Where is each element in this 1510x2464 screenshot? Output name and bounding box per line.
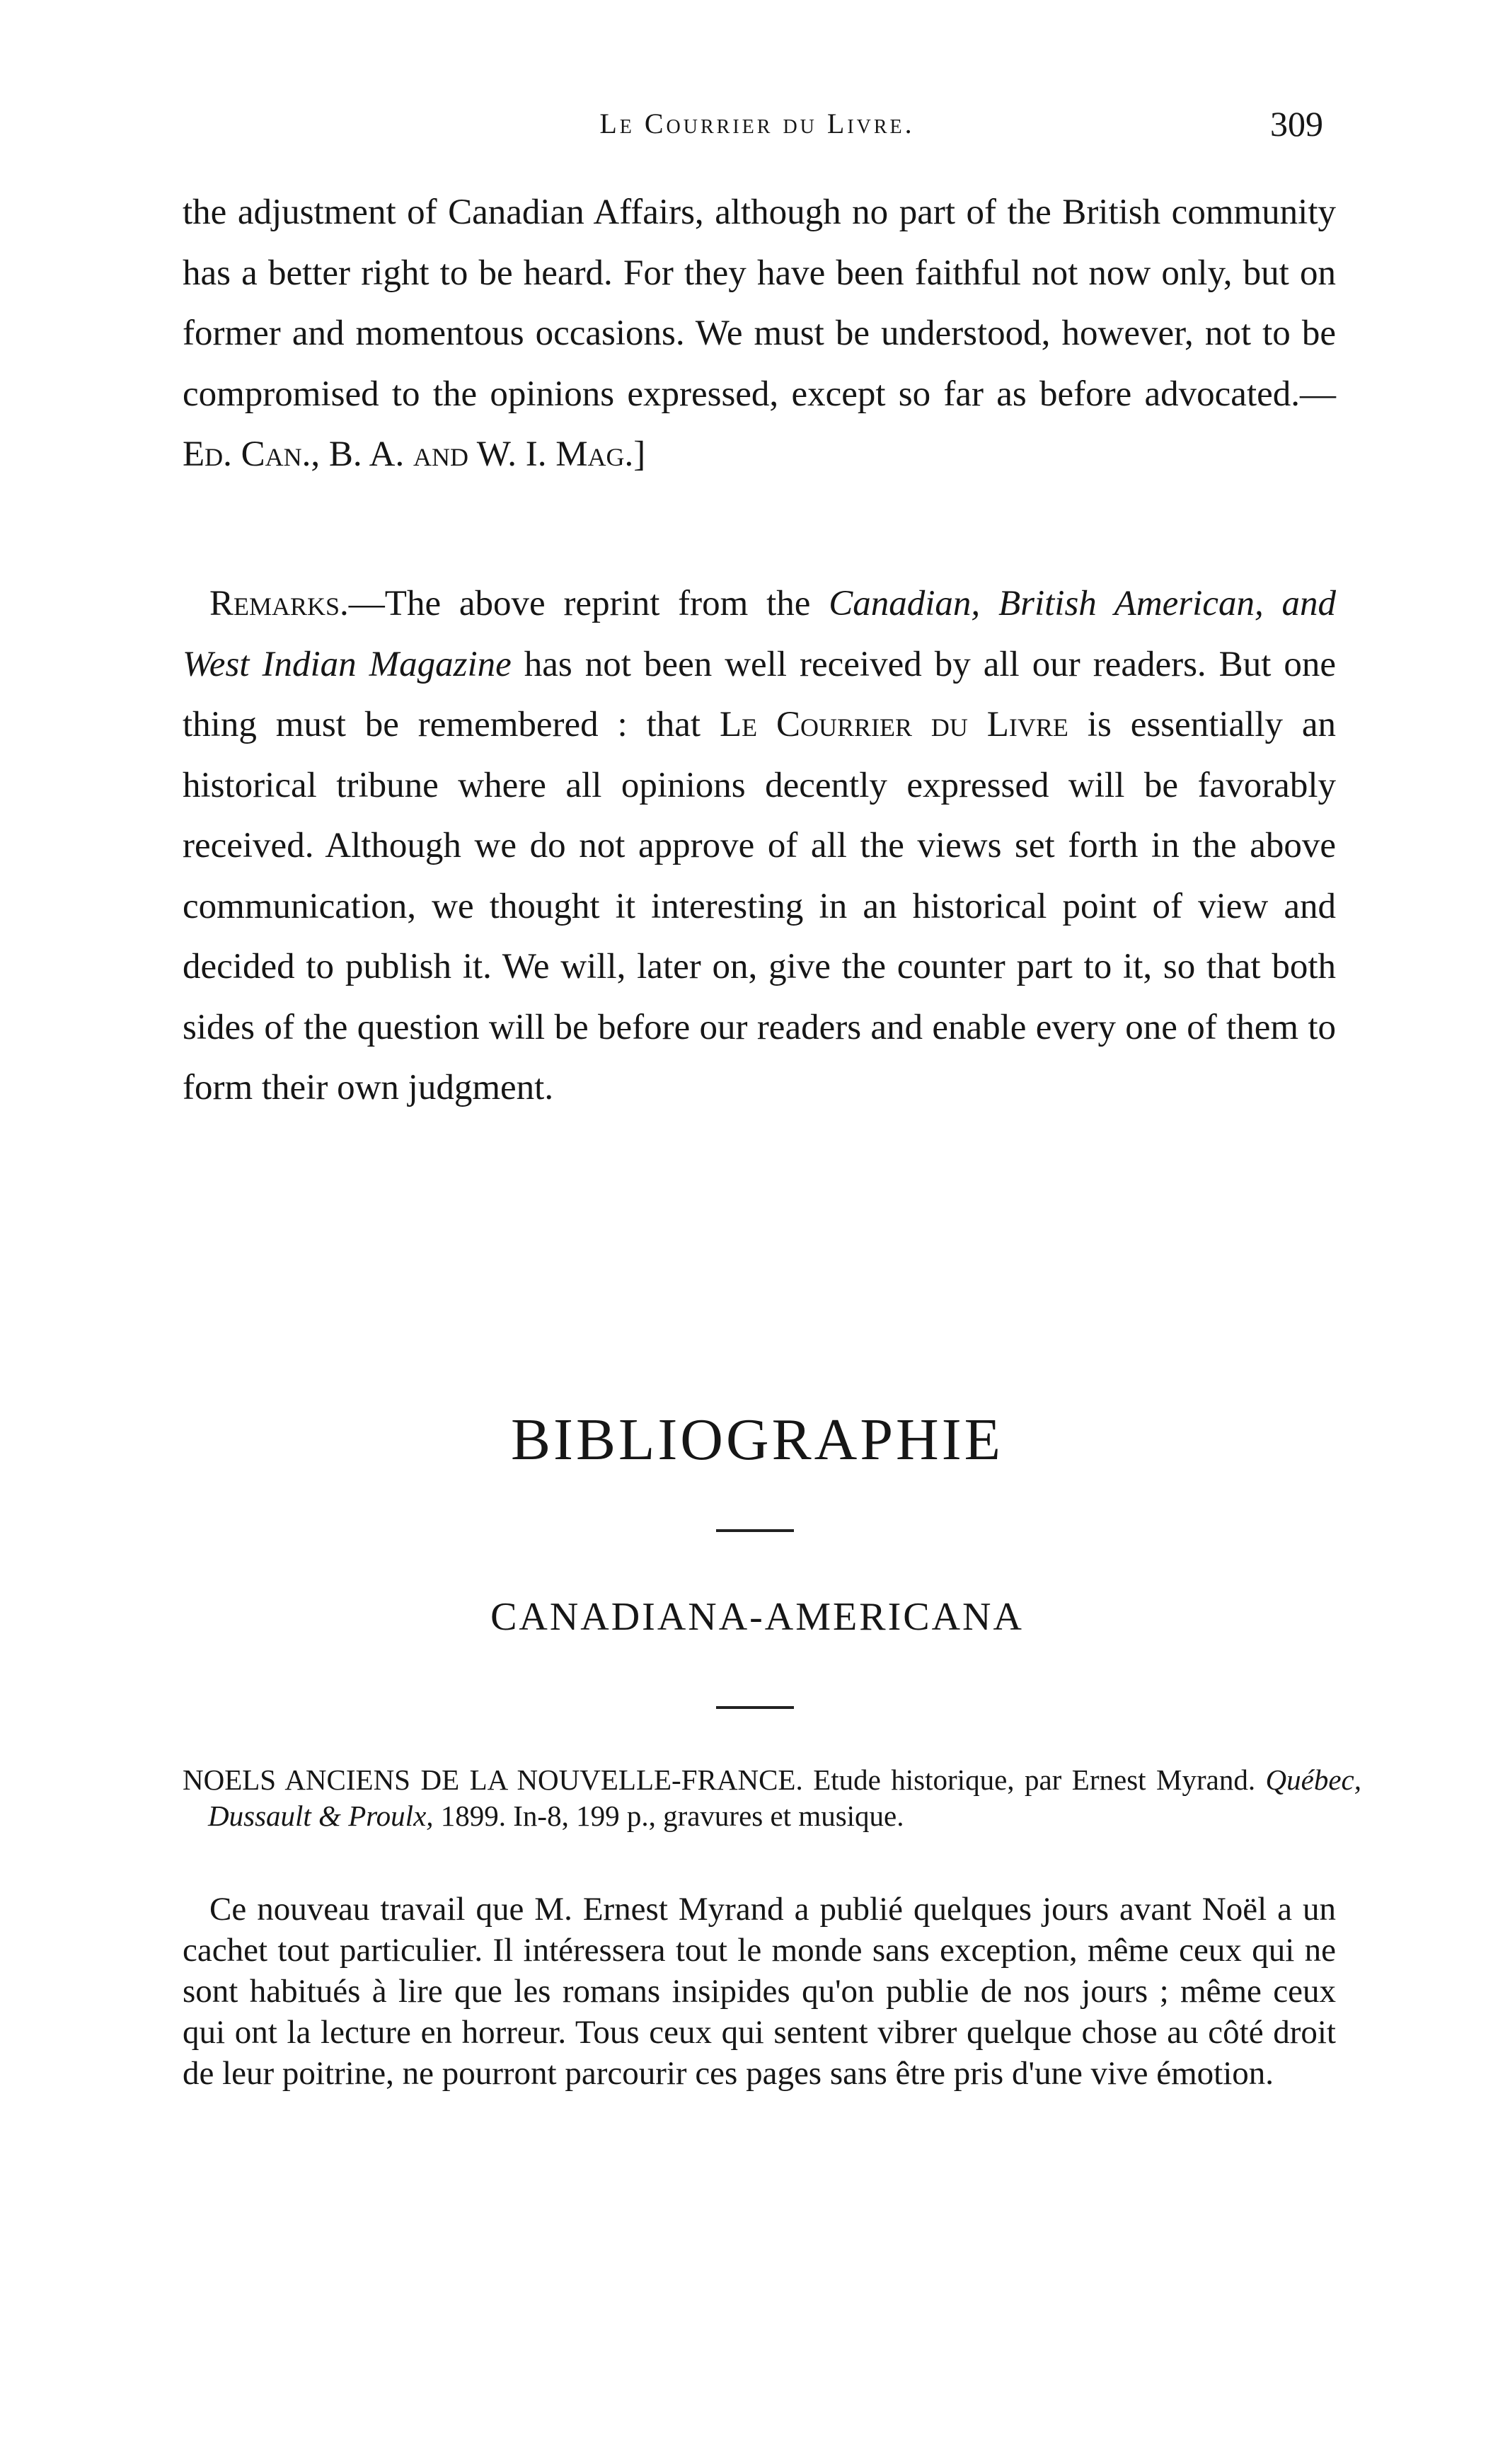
remarks-text-3: is essentially an historical tribune where all opinions decently expressed will be favorably received. Although we do not approve of all the views set forth in the above communication, we thought it interesting in an historical point of view and decided to publish it. We will, later on, give the counter part to it, so that both sides of the question will be before our readers and enable every one of them to form their own judgment. (183, 705, 1337, 1107)
running-head (177, 99, 1337, 149)
magazine-title: Canadian, British American, and West Indian Magazine (183, 584, 1336, 684)
book-publisher: Québec, Dussault & Proulx, (208, 1763, 1361, 1832)
remarks-lead: Remarks. (209, 584, 349, 623)
section-divider (716, 1529, 794, 1532)
remarks-text-2: has not been well received by all our readers. But one thing must be remembered : that (183, 644, 1337, 744)
remarks-paragraph (183, 574, 1336, 1119)
letter-conclusion (183, 183, 1336, 485)
book-details-1: Etude historique, par Ernest Myrand. (802, 1763, 1266, 1796)
book-details-2: 1899. In-8, 199 p., gravures et musique. (433, 1800, 904, 1832)
subsection-divider (716, 1706, 794, 1709)
review-paragraph: Ce nouveau travail que M. Ernest Myrand a publié quelques jours avant Noël a un cachet tout particulier. Il intéressera tout le monde sans exception, même ceux qui ne sont habitués à lire que les romans insipides qu'on publie de nos jours ; même ceux qui ont la lecture en horreur. Tous ceux qui sentent vibrer quelque chose au côté droit de leur poitrine, ne pourront parcourir ces pages sans être pris d'une vive émotion. (183, 1891, 1336, 2092)
page-number: 309 (1270, 104, 1323, 144)
section-title: BIBLIOGRAPHIE (511, 1407, 1003, 1473)
remarks-text-1: —The above reprint from the (348, 584, 829, 623)
book-title: NOELS ANCIENS DE LA NOUVELLE-FRANCE. (183, 1763, 803, 1796)
bibliography-entry (183, 1762, 1361, 1834)
editor-signature: —Ed. Can., B. A. and W. I. Mag.] (183, 374, 1336, 474)
section-subtitle: CANADIANA-AMERICANA (490, 1595, 1024, 1639)
journal-title: Le Courrier du Livre (719, 705, 1068, 744)
running-title: Le Courrier du Livre. (599, 108, 915, 139)
letter-conclusion-text: the adjustment of Canadian Affairs, although no part of the British community has a better right to be heard. For they have been faithful not now only, but on former and momentous occasions. We must be understood, however, not to be compromised to the opinions expressed, except so far as before advocated. (183, 192, 1336, 414)
